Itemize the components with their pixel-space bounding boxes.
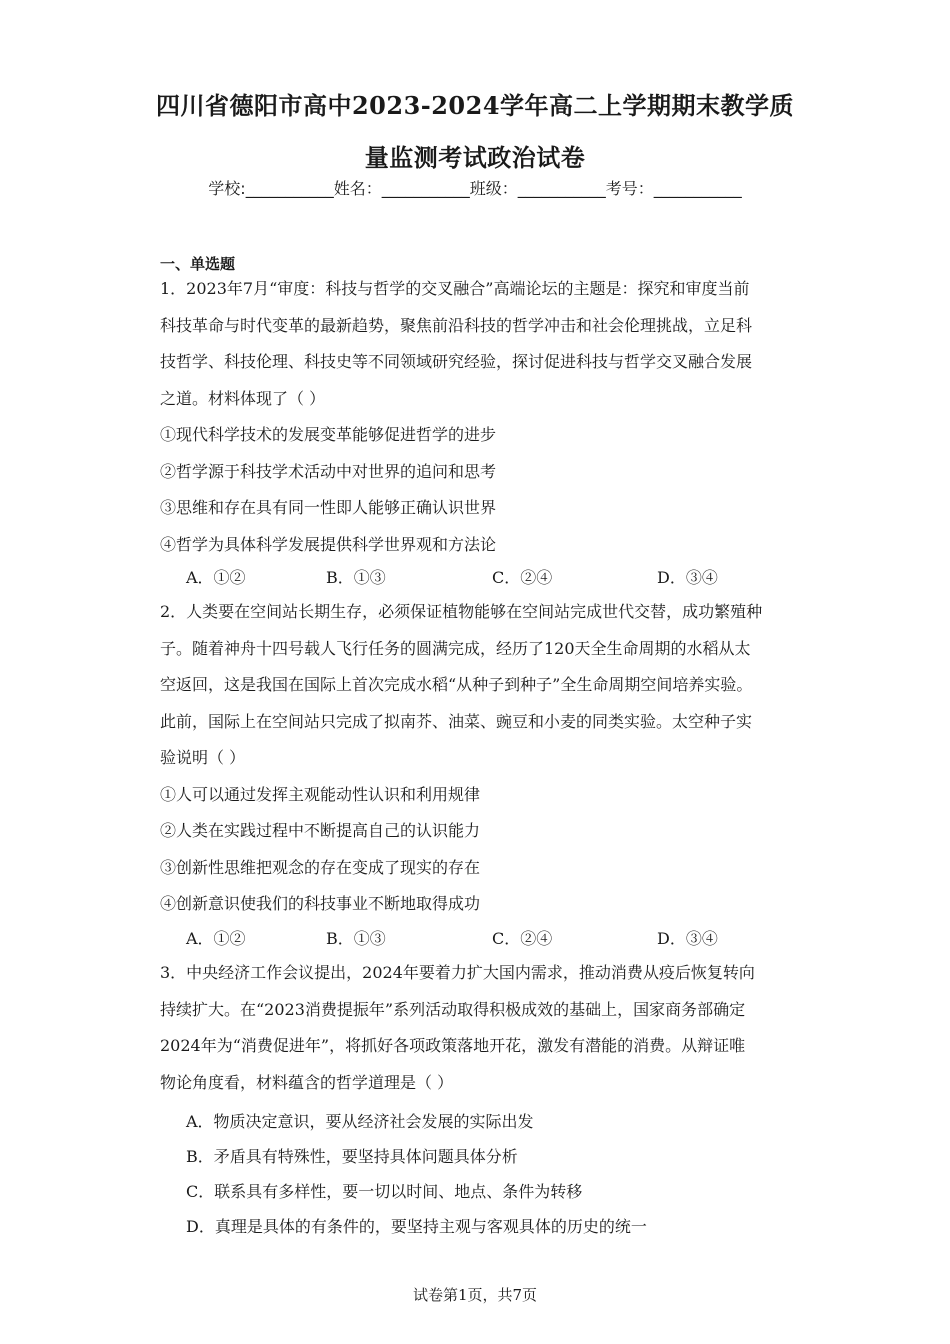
question-2-line: 子。随着神舟十四号载人飞行任务的圆满完成，经历了120天全生命周期的水稻从太 — [160, 638, 751, 658]
question-3-line: 持续扩大。在“2023消费提振年”系列活动取得积极成效的基础上，国家商务部确定 — [160, 999, 746, 1019]
question-1 — [160, 271, 800, 563]
question-2-option-c[interactable]: C．②④ — [492, 929, 553, 948]
question-1-option-b[interactable]: B．①③ — [326, 568, 386, 587]
question-2-line: 2．人类要在空间站长期生存，必须保证植物能够在空间站完成世代交替，成功繁殖种 — [160, 602, 763, 621]
question-2-statement: ①人可以通过发挥主观能动性认识和利用规律 — [160, 784, 481, 804]
question-2-line: 验说明（ ） — [160, 748, 246, 767]
question-3-line: 2024年为“消费促进年”，将抓好各项政策落地开花，激发有潜能的消费。从辩证唯 — [160, 1036, 746, 1055]
question-3-option-d[interactable]: D．真理是具体的有条件的，要坚持主观与客观具体的历史的统一 — [186, 1217, 647, 1236]
question-1-option-d[interactable]: D．③④ — [657, 568, 718, 587]
question-2 — [160, 594, 800, 923]
question-3-option-a[interactable]: A．物质决定意识，要从经济社会发展的实际出发 — [186, 1112, 534, 1131]
question-1-statement: ④哲学为具体科学发展提供科学世界观和方法论 — [160, 534, 497, 554]
question-2-line: 空返回，这是我国在国际上首次完成水稻“从种子到种子”全生命周期空间培养实验。 — [160, 675, 753, 694]
question-2-statement: ②人类在实践过程中不断提高自己的认识能力 — [160, 821, 481, 840]
question-2-statement: ④创新意识使我们的科技事业不断地取得成功 — [160, 894, 481, 913]
question-2-option-b[interactable]: B．①③ — [326, 929, 386, 948]
question-1-statement: ③思维和存在具有同一性即人能够正确认识世界 — [160, 498, 497, 517]
question-1-line: 1．2023年7月“审度：科技与哲学的交叉融合”高端论坛的主题是：探究和审度当前 — [160, 279, 750, 298]
question-3-line: 3．中央经济工作会议提出，2024年要着力扩大国内需求，推动消费从疫后恢复转向 — [160, 963, 755, 982]
exam-title-line2: 量监测考试政治试卷 — [364, 143, 586, 172]
exam-title-line1: 四川省德阳市高中2023-2024学年高二上学期期末教学质 — [155, 91, 795, 120]
section-title: 一、单选题 — [160, 255, 236, 273]
question-1-option-a[interactable]: A．①② — [186, 568, 246, 587]
question-1-statement: ①现代科学技术的发展变革能够促进哲学的进步 — [160, 425, 497, 444]
question-3-option-c[interactable]: C．联系具有多样性，要一切以时间、地点、条件为转移 — [186, 1182, 583, 1201]
question-2-line: 此前，国际上在空间站只完成了拟南芥、油菜、豌豆和小麦的同类实验。太空种子实 — [160, 711, 753, 731]
question-2-statement: ③创新性思维把观念的存在变成了现实的存在 — [160, 857, 481, 877]
question-2-option-d[interactable]: D．③④ — [657, 929, 718, 948]
page-footer: 试卷第1页，共7页 — [412, 1286, 538, 1304]
question-3-line: 物论角度看，材料蕴含的哲学道理是（ ） — [160, 1072, 454, 1092]
question-1-line: 之道。材料体现了（ ） — [160, 388, 326, 408]
question-1-option-c[interactable]: C．②④ — [492, 568, 553, 587]
question-1-line: 技哲学、科技伦理、科技史等不同领域研究经验，探讨促进科技与哲学交叉融合发展 — [160, 352, 753, 371]
question-2-option-a[interactable]: A．①② — [186, 929, 246, 948]
question-3-option-b[interactable]: B．矛盾具有特殊性，要坚持具体问题具体分析 — [186, 1147, 518, 1166]
question-1-line: 科技革命与时代变革的最新趋势，聚焦前沿科技的哲学冲击和社会伦理挑战，立足科 — [160, 315, 753, 335]
question-3 — [160, 955, 800, 1101]
student-info-line: 学校:___________姓名：___________班级：___________考号：___________ — [208, 179, 742, 198]
question-1-statement: ②哲学源于科技学术活动中对世界的追问和思考 — [160, 461, 497, 481]
